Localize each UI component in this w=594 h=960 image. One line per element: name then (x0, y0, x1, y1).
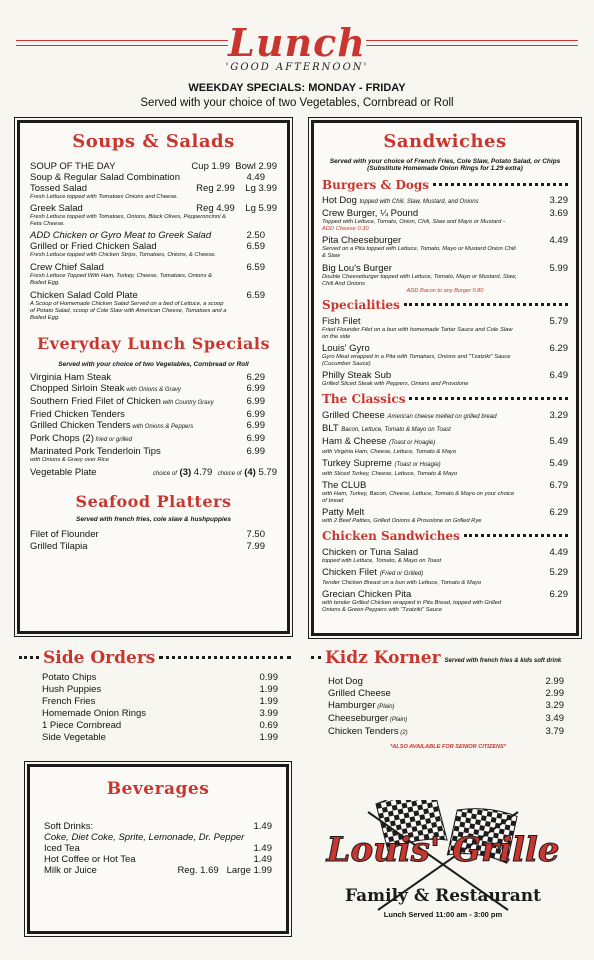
beverages-box (27, 764, 289, 934)
menu-item: Fish Filet 5.79 (322, 316, 568, 327)
served-note: Served with your choice of two Vegetables, Cornbread or Roll (140, 97, 454, 109)
menu-item: Iced Tea 1.49 (44, 843, 272, 854)
menu-item (328, 713, 564, 726)
sandwiches-box: Sandwiches Served with your choice of French Fries, Cole Slaw, Potato Salad, or Chips (Substitute Homemade Onion Rings for 1.29 extra) Burgers & Dogs Hot Dog topped with Chili, Slaw, Mustard, and Onions 3.29 Crew Burger, ¼ Pound 3.69 Topped with Lettuce, Tomato, Onion, Chili, Slaw and Mayo or Mustard - ADD Cheese 0.30 Pita Cheeseburger 4.49 Served on a Pita topped with Lettuce, Tomato, Mayo or Mustard Onion Chili & Slaw Big Lou's Burger 5.99 Double Cheeseburger topped with Lettuce, Tomato, Mayo or Mustard, Slaw, Chili And Onions ADD Bacon to any Burger 0.80 Specialities Fish Filet 5.79 Fried Flounder Filet on a bun with homemade Tartar Sauce and Cole Slaw on the side Louis' Gyro 6.29 Gyro Meat wrapped in a Pita with Tomatoes, Onions and "Tzatziki" Sauce (Cucumber Sauce) Philly Steak Sub 6.49 Grilled Sliced Steak with Peppers, Onions and Provolone The Classics Grilled Cheese American cheese melted on grilled bread 3.29 BLT Bacon, Lettuce, Tomato & Mayo on Toast Ham & Cheese (Toast or Hoagie) 5.49 with Virginia Ham, Cheese, Lettuce, Tomato & Mayo Turkey Supreme (Toast or Hoagie) 5.49 with Sliced Turkey, Cheese, Lettuce, Tomato & Mayo The CLUB 6.79 with Ham, Turkey, Bacon, Cheese, Lettuce, Tomato & Mayo on your choice of bread Patty Melt 6.29 with 2 Beef Patties, Grilled Onions & Provolone on Grilled Rye Chicken Sandwiches Chicken or Tuna Salad 4.49 topped with Lettuce, Tomato, & Mayo on Toast Chicken Filet (Fried or Grilled) 5.29 Tender Chicken Breast on a bun with Lettuce, Tomato & Mayo Grecian Chicken Pita 6.29 with tender Grilled Chicken wrapped in Pita Bread, topped with Grilled Onions & Green Peppers with "Tzatziki" Sauce (311, 120, 579, 636)
kidz-heading: Kidz Korner Served with french fries & kids soft drink (311, 648, 579, 668)
menu-item: Grilled or Fried Chicken Salad 6.59 (30, 241, 265, 252)
brand-logo (308, 800, 578, 930)
item-name: Hamburger (Plain) (328, 700, 395, 711)
item-name: Fried Chicken Tenders (30, 409, 125, 420)
menu-item: Turkey Supreme (Toast or Hoagie) 5.49 (322, 458, 568, 469)
menu-item (328, 700, 564, 713)
menu-item (30, 396, 277, 409)
menu-item: Soft Drinks: 1.49 (44, 821, 272, 832)
menu-item (42, 708, 278, 720)
everyday-list (30, 372, 277, 457)
item-price: 6.99 (246, 396, 265, 407)
senior-note: *ALSO AVAILABLE FOR SENIOR CITIZENS* (390, 744, 506, 750)
item-price: 0.69 (259, 720, 278, 731)
item-name: Cheeseburger (Plain) (328, 713, 408, 724)
item-name: Potato Chips (42, 672, 97, 683)
item-name: Side Vegetable (42, 732, 106, 743)
menu-item (30, 420, 277, 433)
menu-item (42, 732, 278, 744)
item-price: 1.99 (259, 732, 278, 743)
menu-item: Vegetable Plate choice of (3) 4.79 choice of (4) 5.79 (30, 467, 277, 478)
item-price: 3.79 (545, 726, 564, 737)
item-price: 1.99 (259, 696, 278, 707)
kidz-list (328, 676, 564, 739)
menu-item: SOUP OF THE DAY Cup 1.99 Bowl 2.99 (30, 161, 277, 172)
menu-item: The CLUB 6.79 (322, 480, 568, 491)
item-name: Southern Fried Filet of Chicken with Country Gravy (30, 396, 214, 407)
item-name: Chicken Tenders (2) (328, 726, 408, 737)
item-price: 0.99 (259, 672, 278, 683)
menu-item: Tossed Salad Reg 2.99 Lg 3.99 (30, 183, 277, 194)
menu-item: Crew Burger, ¼ Pound 3.69 (322, 208, 568, 219)
menu-item: Crew Chief Salad 6.59 (30, 262, 265, 273)
seafood-title: Seafood Platters (75, 492, 232, 511)
item-price: 6.99 (246, 409, 265, 420)
page-tagline: 'GOOD AFTERNOON' (225, 62, 369, 73)
item-name: Virginia Ham Steak (30, 372, 112, 383)
logo-tagline: Family & Restaurant (344, 886, 542, 906)
item-note: with Onions & Peppers (130, 424, 194, 430)
menu-item (30, 541, 277, 553)
menu-item (42, 696, 278, 708)
item-price: 7.50 (246, 529, 265, 540)
menu-item (30, 529, 277, 541)
item-name: 1 Piece Cornbread (42, 720, 122, 731)
menu-item: Patty Melt 6.29 (322, 507, 568, 518)
item-note: fried or grilled (93, 437, 132, 443)
menu-item (30, 409, 277, 420)
classics-heading: The Classics (322, 392, 568, 406)
seafood-list (30, 529, 277, 553)
side-orders-heading: Side Orders (19, 648, 291, 668)
item-name: Marinated Pork Tenderloin Tips (30, 446, 161, 457)
menu-item: Grecian Chicken Pita 6.29 (322, 589, 568, 600)
item-name: Grilled Cheese (328, 688, 391, 699)
menu-item: Ham & Cheese (Toast or Hoagie) 5.49 (322, 436, 568, 447)
menu-item (30, 372, 277, 383)
item-name: Pork Chops (2) fried or grilled (30, 433, 132, 444)
item-price: 6.99 (246, 433, 265, 444)
everyday-title: Everyday Lunch Specials (37, 334, 270, 353)
soups-title: Soups & Salads (72, 131, 235, 152)
weekday-specials: WEEKDAY SPECIALS: MONDAY - FRIDAY (188, 82, 406, 94)
item-name: Grilled Tilapia (30, 541, 88, 552)
menu-item: Soup & Regular Salad Combination 4.49 (30, 172, 265, 183)
menu-item (42, 720, 278, 732)
item-price: 1.99 (259, 684, 278, 695)
page-title: Lunch (228, 20, 366, 65)
menu-item: Hot Coffee or Hot Tea 1.49 (44, 854, 272, 865)
item-price: 6.99 (246, 446, 265, 457)
menu-item (328, 726, 564, 739)
menu-item: Hot Dog topped with Chili, Slaw, Mustard, and Onions 3.29 (322, 195, 568, 206)
specialities-heading: Specialities (322, 298, 568, 312)
chicken-heading: Chicken Sandwiches (322, 529, 568, 543)
item-price: 2.99 (545, 676, 564, 687)
menu-item (30, 446, 277, 457)
item-price: 6.99 (246, 420, 265, 431)
menu-item (42, 684, 278, 696)
burgers-heading: Burgers & Dogs (322, 178, 568, 192)
item-note: with Onions & Gravy (124, 387, 181, 393)
item-price: 3.29 (545, 700, 564, 711)
item-note: (Plain) (388, 717, 408, 723)
menu-item (30, 383, 277, 396)
menu-item: Pita Cheeseburger 4.49 (322, 235, 568, 246)
sides-list (42, 672, 278, 744)
menu-item: Greek Salad Reg 4.99 Lg 5.99 (30, 203, 277, 214)
item-note: (Plain) (375, 704, 395, 710)
menu-item: Louis' Gyro 6.29 (322, 343, 568, 354)
item-note: (2) (398, 730, 408, 736)
menu-item: Chicken Salad Cold Plate 6.59 (30, 290, 265, 301)
lunch-hours: Lunch Served 11:00 am - 3:00 pm (383, 910, 503, 919)
item-price: 7.99 (246, 541, 265, 552)
item-name: Homemade Onion Rings (42, 708, 147, 719)
item-price: 3.49 (545, 713, 564, 724)
menu-item: BLT Bacon, Lettuce, Tomato & Mayo on Toast (322, 423, 451, 434)
item-name: Chopped Sirloin Steak with Onions & Gravy (30, 383, 181, 394)
menu-item: Philly Steak Sub 6.49 (322, 370, 568, 381)
item-name: Grilled Chicken Tenders with Onions & Peppers (30, 420, 194, 431)
menu-item (30, 433, 277, 446)
left-menu-box: Soups & Salads SOUP OF THE DAY Cup 1.99 Bowl 2.99 Soup & Regular Salad Combination 4.49 Tossed Salad Reg 2.99 Lg 3.99 Fresh Lettuce topped with Tomatoes Onions and Cheese. Greek Salad Reg 4.99 Lg 5.99 Fresh Lettuce topped with Tomatoes, Onions, Black Olives, Pepperoncinni & Feta Cheese. ADD Chicken or Gyro Meat to Greek Salad 2.50 Grilled or Fried Chicken Salad 6.59 Fresh Lettuce topped with Chicken Strips, Tomatoes, Onions, & Cheese. Crew Chief Salad 6.59 Fresh Lettuce Topped With Ham, Turkey, Cheese, Tomatoes, Onions & Boiled Egg. Chicken Salad Cold Plate 6.59 A Scoop of Homemade Chicken Salad Served on a bed of Lettuce, a scoop of Potato Salad, scoop of Cole Slaw with American Cheese, Tomatoes and a Boiled Egg. Everyday Lunch Specials Served with your choice of two Vegetables, Cornbread or Roll Virginia Ham Steak 6.29 Chopped Sirloin Steak with Onions & Gravy 6.99 Southern Fried Filet of Chicken with Country Gravy 6.99 Fried Chicken Tenders 6.99 Grilled Chicken Tenders with Onions & Peppers 6.99 Pork Chops (2) fried or grilled 6.99 Marinated Pork Tenderloin Tips 6.99 with Onions & Gravy over Rice Vegetable Plate choice of (3) 4.79 choice of (4) 5.79 Seafood Platters Served with french fries, cole slaw & hushpuppies Filet of Flounder 7.50 Grilled Tilapia 7.99 (17, 120, 290, 634)
menu-item (42, 672, 278, 684)
item-price: 6.99 (246, 383, 265, 394)
sandwiches-title: Sandwiches (383, 131, 507, 152)
item-name: Hot Dog (328, 676, 363, 687)
item-price: 6.29 (246, 372, 265, 383)
item-price: 2.99 (545, 688, 564, 699)
menu-item (328, 688, 564, 700)
menu-item: Chicken or Tuna Salad 4.49 (322, 547, 568, 558)
menu-item: Grilled Cheese American cheese melted on grilled bread 3.29 (322, 410, 568, 421)
item-name: French Fries (42, 696, 96, 707)
menu-item (328, 676, 564, 688)
menu-item: ADD Chicken or Gyro Meat to Greek Salad 2.50 (30, 230, 265, 241)
item-name: Filet of Flounder (30, 529, 99, 540)
menu-item: Milk or Juice Reg. 1.69 Large 1.99 (44, 865, 272, 876)
menu-item: Big Lou's Burger 5.99 (322, 263, 568, 274)
item-price: 3.99 (259, 708, 278, 719)
item-name: Hush Puppies (42, 684, 102, 695)
beverages-title: Beverages (106, 779, 210, 799)
logo-text: Louis' Grille (326, 830, 560, 870)
item-note: with Country Gravy (160, 400, 214, 406)
menu-item: Chicken Filet (Fried or Grilled) 5.29 (322, 567, 568, 578)
menu-item: Coke, Diet Coke, Sprite, Lemonade, Dr. Pepper (44, 832, 245, 843)
